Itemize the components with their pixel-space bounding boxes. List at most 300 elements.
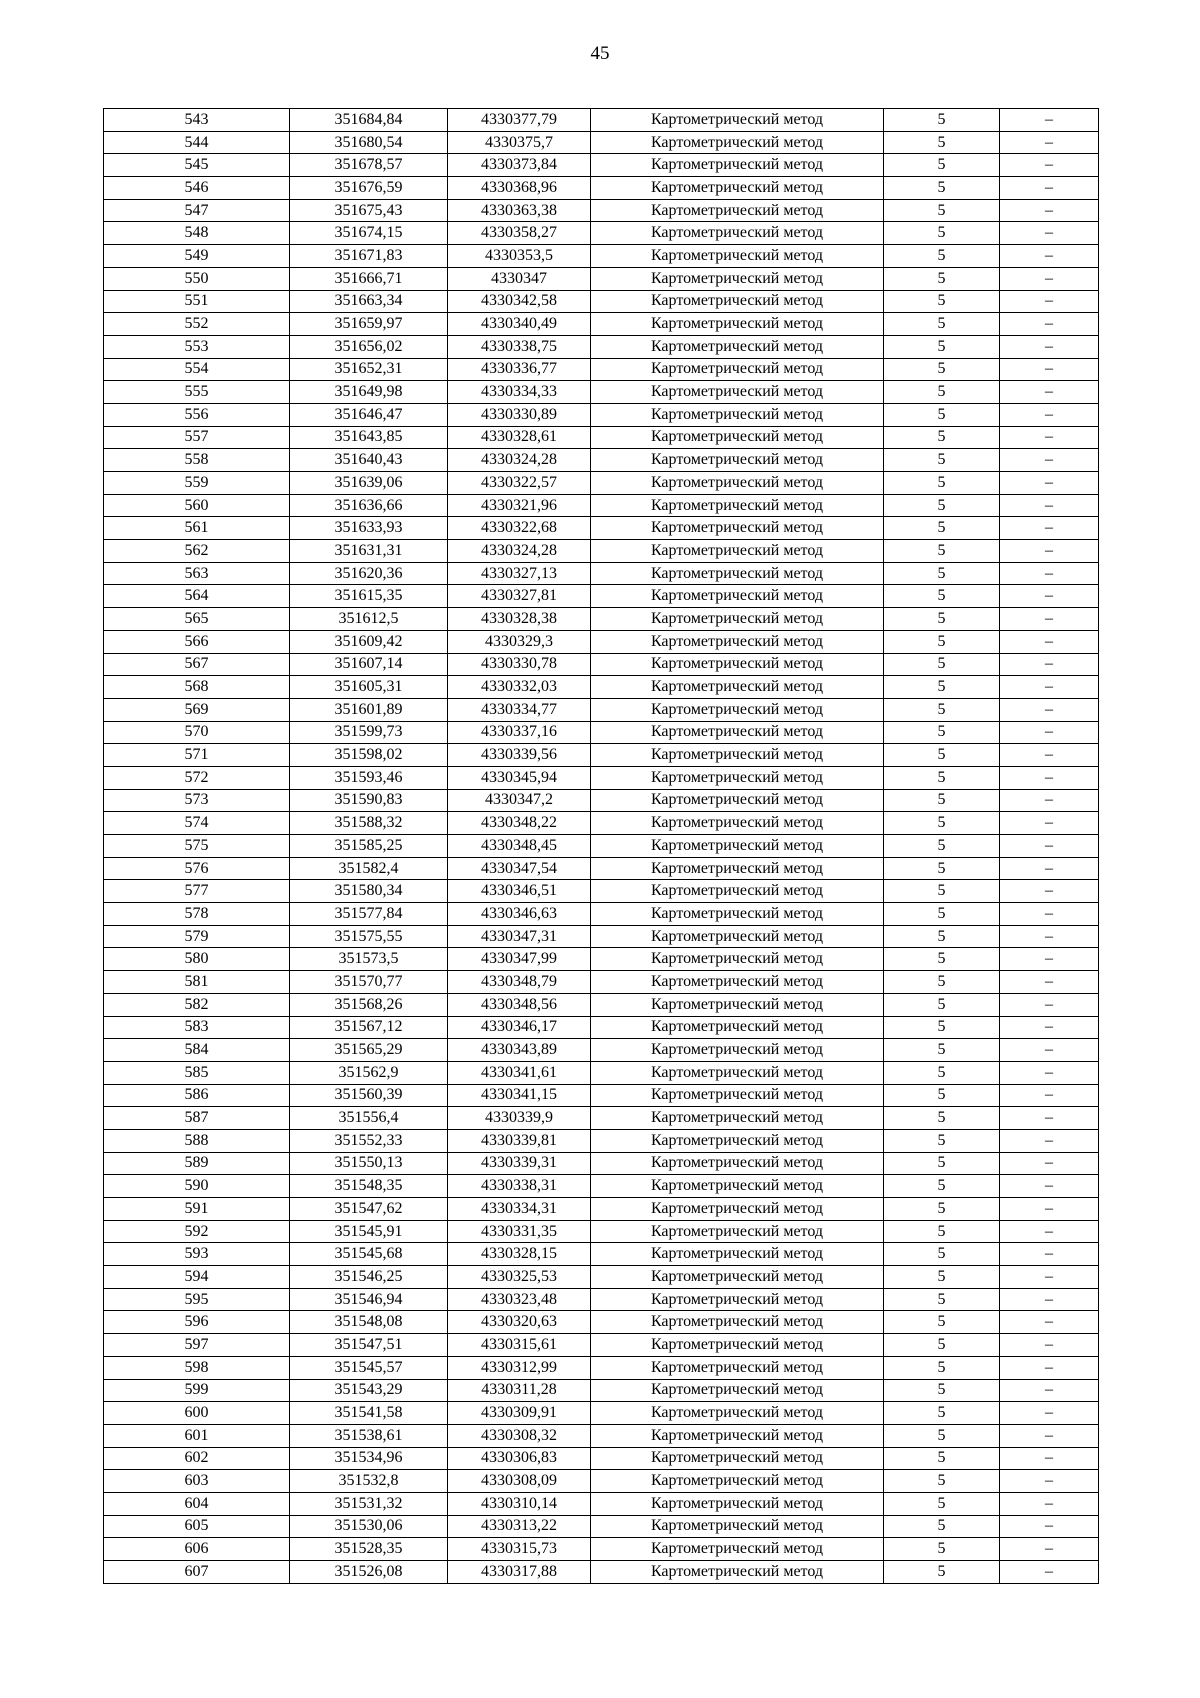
point-number-cell: 555 <box>104 381 290 404</box>
x-coordinate-cell: 351652,31 <box>290 358 448 381</box>
y-coordinate-cell: 4330310,14 <box>448 1492 591 1515</box>
point-number-cell: 546 <box>104 177 290 200</box>
y-coordinate-cell: 4330339,81 <box>448 1129 591 1152</box>
note-cell: – <box>1000 903 1099 926</box>
precision-cell: 5 <box>884 381 1000 404</box>
x-coordinate-cell: 351633,93 <box>290 517 448 540</box>
point-number-cell: 597 <box>104 1334 290 1357</box>
point-number-cell: 583 <box>104 1016 290 1039</box>
note-cell: – <box>1000 109 1099 132</box>
table-row <box>104 267 1099 290</box>
y-coordinate-cell: 4330347,2 <box>448 789 591 812</box>
note-cell: – <box>1000 131 1099 154</box>
x-coordinate-cell: 351526,08 <box>290 1561 448 1584</box>
note-cell: – <box>1000 1561 1099 1584</box>
table-row <box>104 1515 1099 1538</box>
table-row <box>104 199 1099 222</box>
x-coordinate-cell: 351546,94 <box>290 1288 448 1311</box>
x-coordinate-cell: 351666,71 <box>290 267 448 290</box>
note-cell: – <box>1000 857 1099 880</box>
point-number-cell: 564 <box>104 585 290 608</box>
method-cell: Картометрический метод <box>591 290 884 313</box>
y-coordinate-cell: 4330348,56 <box>448 993 591 1016</box>
point-number-cell: 553 <box>104 335 290 358</box>
note-cell: – <box>1000 1220 1099 1243</box>
method-cell: Картометрический метод <box>591 494 884 517</box>
y-coordinate-cell: 4330347,99 <box>448 948 591 971</box>
point-number-cell: 575 <box>104 835 290 858</box>
note-cell: – <box>1000 653 1099 676</box>
point-number-cell: 580 <box>104 948 290 971</box>
precision-cell: 5 <box>884 199 1000 222</box>
table-row <box>104 1220 1099 1243</box>
note-cell: – <box>1000 154 1099 177</box>
method-cell: Картометрический метод <box>591 698 884 721</box>
x-coordinate-cell: 351528,35 <box>290 1538 448 1561</box>
precision-cell: 5 <box>884 585 1000 608</box>
precision-cell: 5 <box>884 1561 1000 1584</box>
method-cell: Картометрический метод <box>591 154 884 177</box>
precision-cell: 5 <box>884 903 1000 926</box>
note-cell: – <box>1000 267 1099 290</box>
precision-cell: 5 <box>884 313 1000 336</box>
y-coordinate-cell: 4330342,58 <box>448 290 591 313</box>
method-cell: Картометрический метод <box>591 1152 884 1175</box>
precision-cell: 5 <box>884 177 1000 200</box>
note-cell: – <box>1000 608 1099 631</box>
method-cell: Картометрический метод <box>591 925 884 948</box>
table-row <box>104 1107 1099 1130</box>
method-cell: Картометрический метод <box>591 1220 884 1243</box>
note-cell: – <box>1000 993 1099 1016</box>
note-cell: – <box>1000 1107 1099 1130</box>
note-cell: – <box>1000 381 1099 404</box>
precision-cell: 5 <box>884 267 1000 290</box>
method-cell: Картометрический метод <box>591 857 884 880</box>
y-coordinate-cell: 4330334,31 <box>448 1198 591 1221</box>
table-row <box>104 903 1099 926</box>
y-coordinate-cell: 4330347,31 <box>448 925 591 948</box>
y-coordinate-cell: 4330337,16 <box>448 721 591 744</box>
table-row <box>104 948 1099 971</box>
x-coordinate-cell: 351546,25 <box>290 1266 448 1289</box>
y-coordinate-cell: 4330334,33 <box>448 381 591 404</box>
y-coordinate-cell: 4330377,79 <box>448 109 591 132</box>
y-coordinate-cell: 4330331,35 <box>448 1220 591 1243</box>
method-cell: Картометрический метод <box>591 1084 884 1107</box>
precision-cell: 5 <box>884 109 1000 132</box>
table-row <box>104 540 1099 563</box>
point-number-cell: 547 <box>104 199 290 222</box>
method-cell: Картометрический метод <box>591 540 884 563</box>
x-coordinate-cell: 351575,55 <box>290 925 448 948</box>
note-cell: – <box>1000 1061 1099 1084</box>
x-coordinate-cell: 351562,9 <box>290 1061 448 1084</box>
point-number-cell: 556 <box>104 403 290 426</box>
x-coordinate-cell: 351605,31 <box>290 676 448 699</box>
method-cell: Картометрический метод <box>591 358 884 381</box>
precision-cell: 5 <box>884 358 1000 381</box>
x-coordinate-cell: 351534,96 <box>290 1447 448 1470</box>
page-number: 45 <box>590 43 610 64</box>
x-coordinate-cell: 351556,4 <box>290 1107 448 1130</box>
note-cell: – <box>1000 676 1099 699</box>
table-row <box>104 1129 1099 1152</box>
x-coordinate-cell: 351530,06 <box>290 1515 448 1538</box>
y-coordinate-cell: 4330322,68 <box>448 517 591 540</box>
y-coordinate-cell: 4330348,45 <box>448 835 591 858</box>
x-coordinate-cell: 351599,73 <box>290 721 448 744</box>
precision-cell: 5 <box>884 1243 1000 1266</box>
table-row <box>104 1379 1099 1402</box>
precision-cell: 5 <box>884 472 1000 495</box>
point-number-cell: 574 <box>104 812 290 835</box>
table-row <box>104 381 1099 404</box>
note-cell: – <box>1000 335 1099 358</box>
method-cell: Картометрический метод <box>591 403 884 426</box>
point-number-cell: 557 <box>104 426 290 449</box>
y-coordinate-cell: 4330315,73 <box>448 1538 591 1561</box>
y-coordinate-cell: 4330334,77 <box>448 698 591 721</box>
y-coordinate-cell: 4330324,28 <box>448 449 591 472</box>
method-cell: Картометрический метод <box>591 812 884 835</box>
note-cell: – <box>1000 698 1099 721</box>
note-cell: – <box>1000 1288 1099 1311</box>
table-row <box>104 1198 1099 1221</box>
y-coordinate-cell: 4330341,15 <box>448 1084 591 1107</box>
table-row <box>104 109 1099 132</box>
x-coordinate-cell: 351577,84 <box>290 903 448 926</box>
method-cell: Картометрический метод <box>591 267 884 290</box>
note-cell: – <box>1000 449 1099 472</box>
table-row <box>104 449 1099 472</box>
note-cell: – <box>1000 1538 1099 1561</box>
x-coordinate-cell: 351531,32 <box>290 1492 448 1515</box>
y-coordinate-cell: 4330317,88 <box>448 1561 591 1584</box>
method-cell: Картометрический метод <box>591 426 884 449</box>
x-coordinate-cell: 351615,35 <box>290 585 448 608</box>
x-coordinate-cell: 351552,33 <box>290 1129 448 1152</box>
method-cell: Картометрический метод <box>591 245 884 268</box>
precision-cell: 5 <box>884 1288 1000 1311</box>
precision-cell: 5 <box>884 131 1000 154</box>
method-cell: Картометрический метод <box>591 789 884 812</box>
y-coordinate-cell: 4330328,38 <box>448 608 591 631</box>
point-number-cell: 554 <box>104 358 290 381</box>
table-row <box>104 971 1099 994</box>
point-number-cell: 548 <box>104 222 290 245</box>
method-cell: Картометрический метод <box>591 880 884 903</box>
x-coordinate-cell: 351671,83 <box>290 245 448 268</box>
precision-cell: 5 <box>884 1198 1000 1221</box>
point-number-cell: 559 <box>104 472 290 495</box>
table-row <box>104 1016 1099 1039</box>
y-coordinate-cell: 4330329,3 <box>448 630 591 653</box>
precision-cell: 5 <box>884 1515 1000 1538</box>
precision-cell: 5 <box>884 835 1000 858</box>
y-coordinate-cell: 4330308,32 <box>448 1424 591 1447</box>
x-coordinate-cell: 351639,06 <box>290 472 448 495</box>
y-coordinate-cell: 4330348,22 <box>448 812 591 835</box>
x-coordinate-cell: 351545,68 <box>290 1243 448 1266</box>
method-cell: Картометрический метод <box>591 381 884 404</box>
x-coordinate-cell: 351570,77 <box>290 971 448 994</box>
x-coordinate-cell: 351636,66 <box>290 494 448 517</box>
x-coordinate-cell: 351609,42 <box>290 630 448 653</box>
x-coordinate-cell: 351541,58 <box>290 1402 448 1425</box>
point-number-cell: 573 <box>104 789 290 812</box>
point-number-cell: 602 <box>104 1447 290 1470</box>
table-row <box>104 630 1099 653</box>
point-number-cell: 599 <box>104 1379 290 1402</box>
x-coordinate-cell: 351656,02 <box>290 335 448 358</box>
point-number-cell: 592 <box>104 1220 290 1243</box>
precision-cell: 5 <box>884 1107 1000 1130</box>
point-number-cell: 581 <box>104 971 290 994</box>
precision-cell: 5 <box>884 1175 1000 1198</box>
y-coordinate-cell: 4330321,96 <box>448 494 591 517</box>
table-row <box>104 1561 1099 1584</box>
x-coordinate-cell: 351568,26 <box>290 993 448 1016</box>
point-number-cell: 595 <box>104 1288 290 1311</box>
point-number-cell: 576 <box>104 857 290 880</box>
point-number-cell: 606 <box>104 1538 290 1561</box>
table-row <box>104 131 1099 154</box>
x-coordinate-cell: 351601,89 <box>290 698 448 721</box>
method-cell: Картометрический метод <box>591 109 884 132</box>
precision-cell: 5 <box>884 1492 1000 1515</box>
table-row <box>104 676 1099 699</box>
x-coordinate-cell: 351674,15 <box>290 222 448 245</box>
precision-cell: 5 <box>884 608 1000 631</box>
precision-cell: 5 <box>884 630 1000 653</box>
method-cell: Картометрический метод <box>591 1061 884 1084</box>
precision-cell: 5 <box>884 335 1000 358</box>
coordinates-table-body <box>104 109 1099 1584</box>
precision-cell: 5 <box>884 154 1000 177</box>
note-cell: – <box>1000 630 1099 653</box>
method-cell: Картометрический метод <box>591 766 884 789</box>
precision-cell: 5 <box>884 766 1000 789</box>
precision-cell: 5 <box>884 1447 1000 1470</box>
x-coordinate-cell: 351548,35 <box>290 1175 448 1198</box>
table-row <box>104 517 1099 540</box>
table-row <box>104 1402 1099 1425</box>
note-cell: – <box>1000 812 1099 835</box>
point-number-cell: 600 <box>104 1402 290 1425</box>
y-coordinate-cell: 4330339,31 <box>448 1152 591 1175</box>
method-cell: Картометрический метод <box>591 562 884 585</box>
precision-cell: 5 <box>884 948 1000 971</box>
point-number-cell: 551 <box>104 290 290 313</box>
point-number-cell: 561 <box>104 517 290 540</box>
point-number-cell: 569 <box>104 698 290 721</box>
precision-cell: 5 <box>884 1039 1000 1062</box>
point-number-cell: 589 <box>104 1152 290 1175</box>
y-coordinate-cell: 4330308,09 <box>448 1470 591 1493</box>
x-coordinate-cell: 351620,36 <box>290 562 448 585</box>
x-coordinate-cell: 351684,84 <box>290 109 448 132</box>
precision-cell: 5 <box>884 1311 1000 1334</box>
method-cell: Картометрический метод <box>591 1356 884 1379</box>
table-row <box>104 1470 1099 1493</box>
precision-cell: 5 <box>884 1016 1000 1039</box>
y-coordinate-cell: 4330311,28 <box>448 1379 591 1402</box>
precision-cell: 5 <box>884 426 1000 449</box>
method-cell: Картометрический метод <box>591 1447 884 1470</box>
method-cell: Картометрический метод <box>591 335 884 358</box>
point-number-cell: 604 <box>104 1492 290 1515</box>
x-coordinate-cell: 351565,29 <box>290 1039 448 1062</box>
note-cell: – <box>1000 426 1099 449</box>
table-row <box>104 358 1099 381</box>
table-row <box>104 494 1099 517</box>
table-row <box>104 426 1099 449</box>
x-coordinate-cell: 351649,98 <box>290 381 448 404</box>
note-cell: – <box>1000 1243 1099 1266</box>
point-number-cell: 603 <box>104 1470 290 1493</box>
note-cell: – <box>1000 925 1099 948</box>
note-cell: – <box>1000 472 1099 495</box>
note-cell: – <box>1000 1311 1099 1334</box>
x-coordinate-cell: 351543,29 <box>290 1379 448 1402</box>
precision-cell: 5 <box>884 1152 1000 1175</box>
table-row <box>104 835 1099 858</box>
method-cell: Картометрический метод <box>591 630 884 653</box>
table-row <box>104 812 1099 835</box>
y-coordinate-cell: 4330323,48 <box>448 1288 591 1311</box>
y-coordinate-cell: 4330315,61 <box>448 1334 591 1357</box>
x-coordinate-cell: 351590,83 <box>290 789 448 812</box>
y-coordinate-cell: 4330325,53 <box>448 1266 591 1289</box>
note-cell: – <box>1000 1039 1099 1062</box>
table-row <box>104 177 1099 200</box>
point-number-cell: 585 <box>104 1061 290 1084</box>
y-coordinate-cell: 4330324,28 <box>448 540 591 563</box>
point-number-cell: 579 <box>104 925 290 948</box>
point-number-cell: 552 <box>104 313 290 336</box>
x-coordinate-cell: 351612,5 <box>290 608 448 631</box>
table-row <box>104 585 1099 608</box>
note-cell: – <box>1000 199 1099 222</box>
note-cell: – <box>1000 1129 1099 1152</box>
y-coordinate-cell: 4330339,9 <box>448 1107 591 1130</box>
note-cell: – <box>1000 971 1099 994</box>
table-row <box>104 403 1099 426</box>
point-number-cell: 605 <box>104 1515 290 1538</box>
table-row <box>104 721 1099 744</box>
precision-cell: 5 <box>884 993 1000 1016</box>
note-cell: – <box>1000 1447 1099 1470</box>
note-cell: – <box>1000 358 1099 381</box>
x-coordinate-cell: 351631,31 <box>290 540 448 563</box>
point-number-cell: 562 <box>104 540 290 563</box>
note-cell: – <box>1000 1515 1099 1538</box>
precision-cell: 5 <box>884 1424 1000 1447</box>
point-number-cell: 563 <box>104 562 290 585</box>
y-coordinate-cell: 4330340,49 <box>448 313 591 336</box>
method-cell: Картометрический метод <box>591 313 884 336</box>
method-cell: Картометрический метод <box>591 653 884 676</box>
x-coordinate-cell: 351580,34 <box>290 880 448 903</box>
point-number-cell: 586 <box>104 1084 290 1107</box>
method-cell: Картометрический метод <box>591 744 884 767</box>
method-cell: Картометрический метод <box>591 1266 884 1289</box>
y-coordinate-cell: 4330339,56 <box>448 744 591 767</box>
precision-cell: 5 <box>884 1538 1000 1561</box>
method-cell: Картометрический метод <box>591 131 884 154</box>
note-cell: – <box>1000 540 1099 563</box>
y-coordinate-cell: 4330332,03 <box>448 676 591 699</box>
table-row <box>104 1243 1099 1266</box>
x-coordinate-cell: 351675,43 <box>290 199 448 222</box>
table-row <box>104 1039 1099 1062</box>
precision-cell: 5 <box>884 1334 1000 1357</box>
note-cell: – <box>1000 222 1099 245</box>
x-coordinate-cell: 351640,43 <box>290 449 448 472</box>
y-coordinate-cell: 4330353,5 <box>448 245 591 268</box>
note-cell: – <box>1000 177 1099 200</box>
note-cell: – <box>1000 1492 1099 1515</box>
precision-cell: 5 <box>884 562 1000 585</box>
point-number-cell: 578 <box>104 903 290 926</box>
note-cell: – <box>1000 1402 1099 1425</box>
precision-cell: 5 <box>884 744 1000 767</box>
x-coordinate-cell: 351532,8 <box>290 1470 448 1493</box>
x-coordinate-cell: 351567,12 <box>290 1016 448 1039</box>
note-cell: – <box>1000 1334 1099 1357</box>
method-cell: Картометрический метод <box>591 1538 884 1561</box>
note-cell: – <box>1000 1379 1099 1402</box>
precision-cell: 5 <box>884 494 1000 517</box>
precision-cell: 5 <box>884 403 1000 426</box>
precision-cell: 5 <box>884 1220 1000 1243</box>
table-row <box>104 1175 1099 1198</box>
method-cell: Картометрический метод <box>591 1175 884 1198</box>
x-coordinate-cell: 351593,46 <box>290 766 448 789</box>
method-cell: Картометрический метод <box>591 1334 884 1357</box>
y-coordinate-cell: 4330373,84 <box>448 154 591 177</box>
note-cell: – <box>1000 766 1099 789</box>
method-cell: Картометрический метод <box>591 1288 884 1311</box>
precision-cell: 5 <box>884 1470 1000 1493</box>
point-number-cell: 584 <box>104 1039 290 1062</box>
precision-cell: 5 <box>884 1061 1000 1084</box>
x-coordinate-cell: 351545,57 <box>290 1356 448 1379</box>
point-number-cell: 596 <box>104 1311 290 1334</box>
y-coordinate-cell: 4330338,31 <box>448 1175 591 1198</box>
method-cell: Картометрический метод <box>591 1561 884 1584</box>
point-number-cell: 570 <box>104 721 290 744</box>
precision-cell: 5 <box>884 971 1000 994</box>
y-coordinate-cell: 4330328,15 <box>448 1243 591 1266</box>
x-coordinate-cell: 351646,47 <box>290 403 448 426</box>
method-cell: Картометрический метод <box>591 993 884 1016</box>
precision-cell: 5 <box>884 1266 1000 1289</box>
table-row <box>104 335 1099 358</box>
note-cell: – <box>1000 744 1099 767</box>
precision-cell: 5 <box>884 857 1000 880</box>
y-coordinate-cell: 4330306,83 <box>448 1447 591 1470</box>
table-row <box>104 698 1099 721</box>
precision-cell: 5 <box>884 1129 1000 1152</box>
point-number-cell: 543 <box>104 109 290 132</box>
table-row <box>104 313 1099 336</box>
y-coordinate-cell: 4330341,61 <box>448 1061 591 1084</box>
precision-cell: 5 <box>884 789 1000 812</box>
method-cell: Картометрический метод <box>591 676 884 699</box>
precision-cell: 5 <box>884 517 1000 540</box>
